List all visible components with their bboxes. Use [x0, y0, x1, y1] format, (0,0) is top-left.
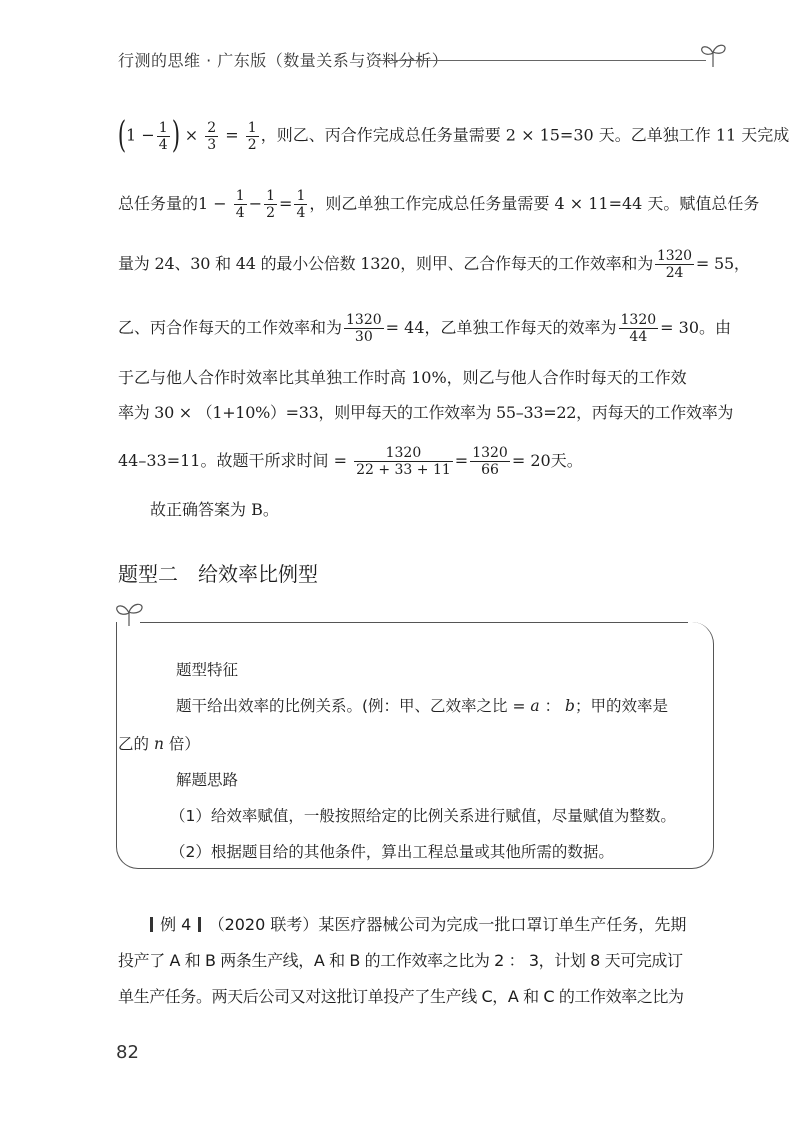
- solution-line-1: [117, 115, 790, 156]
- solution-text: 44–33=11。故题干所求时间 =: [118, 451, 347, 470]
- equals-sign: =: [279, 194, 293, 213]
- equals-sign: =: [225, 125, 239, 145]
- solution-line-7: [118, 445, 718, 478]
- solution-text: ，则乙单独工作完成总任务量需要 4 × 11=44 天。赋值总任务: [309, 194, 760, 213]
- bracket-mark: [150, 917, 153, 932]
- solution-text: = 30。由: [660, 318, 732, 337]
- fraction: $\frac{1}{4}$: [158, 119, 168, 153]
- sprout-icon: [698, 40, 728, 68]
- ratio-separator: ：: [544, 697, 561, 715]
- equals-sign: =: [454, 451, 469, 470]
- fraction: $\frac{1320}{44}$: [620, 312, 657, 345]
- example-label: 例 4: [160, 915, 192, 934]
- fraction: $\frac{1320}{24}$: [657, 248, 692, 281]
- variable-b: b: [565, 697, 575, 715]
- solution-text: 乙、丙合作每天的工作效率和为: [118, 318, 343, 337]
- box-description-text: 题干给出效率的比例关系。(例：甲、乙效率之比 =: [176, 697, 526, 715]
- solution-text: ，则乙、丙合作完成总任务量需要 2 × 15=30 天。乙单独工作 11 天完成: [260, 125, 790, 145]
- one-minus: 1 −: [198, 194, 227, 213]
- page-number: 82: [116, 1042, 139, 1063]
- variable-a: a: [530, 697, 540, 715]
- solution-text: = 44，乙单独工作每天的效率为: [385, 318, 617, 337]
- solution-line-6: 率为 30 × （1+10%）=33，则甲每天的工作效率为 55–33=22，丙每天的工作效率为: [118, 403, 734, 422]
- bracket-mark: [198, 917, 201, 932]
- solution-line-5: 于乙与他人合作时效率比其单独工作时高 10%，则乙与他人合作时每天的工作效: [118, 368, 687, 387]
- solution-text: = 20天。: [511, 451, 583, 470]
- box-description-text: 倍）: [168, 735, 200, 753]
- box-description-line-2: [118, 732, 200, 754]
- variable-n: n: [153, 735, 164, 753]
- solution-line-4: [118, 312, 732, 345]
- right-paren: ): [171, 115, 180, 156]
- box-step-1: （1）给效率赋值，一般按照给定的比例关系进行赋值，尽量赋值为整数。: [170, 807, 676, 825]
- box-heading-features: 题型特征: [176, 661, 239, 679]
- header-title: 行测的思维 · 广东版（数量关系与资料分析）: [118, 51, 449, 70]
- solution-line-3: [118, 248, 750, 281]
- box-description-text: ；甲的效率是: [574, 697, 668, 715]
- solution-text: = 55，: [695, 254, 750, 273]
- header-rule: [376, 60, 706, 61]
- box-description-text: 乙的: [118, 735, 150, 753]
- box-step-2: （2）根据题目给的其他条件，算出工程总量或其他所需的数据。: [170, 843, 614, 861]
- times-sign: ×: [184, 125, 199, 145]
- fraction: $\frac{1320}{30}$: [346, 312, 382, 345]
- box-heading-method: 解题思路: [176, 771, 239, 789]
- fraction: $\frac{1}{4}$: [235, 188, 245, 221]
- solution-text: 总任务量的: [118, 194, 199, 213]
- one-minus: 1 −: [126, 125, 155, 145]
- running-header: [118, 40, 728, 80]
- fraction: $\frac{1320}{66}$: [472, 445, 508, 478]
- fraction: $\frac{1}{2}$: [266, 188, 276, 221]
- fraction: $\frac{1320}{22 + 33 + 11}$: [356, 445, 451, 478]
- example-line-1: [148, 912, 686, 935]
- box-description-line-1: [176, 694, 668, 716]
- example-line-2: 投产了 A 和 B 两条生产线，A 和 B 的工作效率之比为 2 ： 3，计划 8 天可完成订: [118, 951, 683, 970]
- fraction: $\frac{1}{4}$: [296, 188, 306, 221]
- section-title: 题型二 给效率比例型: [118, 562, 318, 586]
- fraction: $\frac{1}{2}$: [247, 119, 257, 153]
- fraction: $\frac{2}{3}$: [207, 119, 217, 153]
- left-paren: (: [117, 115, 127, 156]
- example-line-3: 单生产任务。两天后公司又对这批订单投产了生产线 C，A 和 C 的工作效率之比为: [118, 987, 684, 1006]
- minus-sign: −: [248, 194, 263, 213]
- solution-text: 量为 24、30 和 44 的最小公倍数 1320，则甲、乙合作每天的工作效率和为: [118, 254, 654, 273]
- solution-line-2: [118, 188, 760, 221]
- answer-line: 故正确答案为 B。: [150, 500, 279, 519]
- example-text: （2020 联考）某医疗器械公司为完成一批口罩订单生产任务，先期: [208, 915, 687, 934]
